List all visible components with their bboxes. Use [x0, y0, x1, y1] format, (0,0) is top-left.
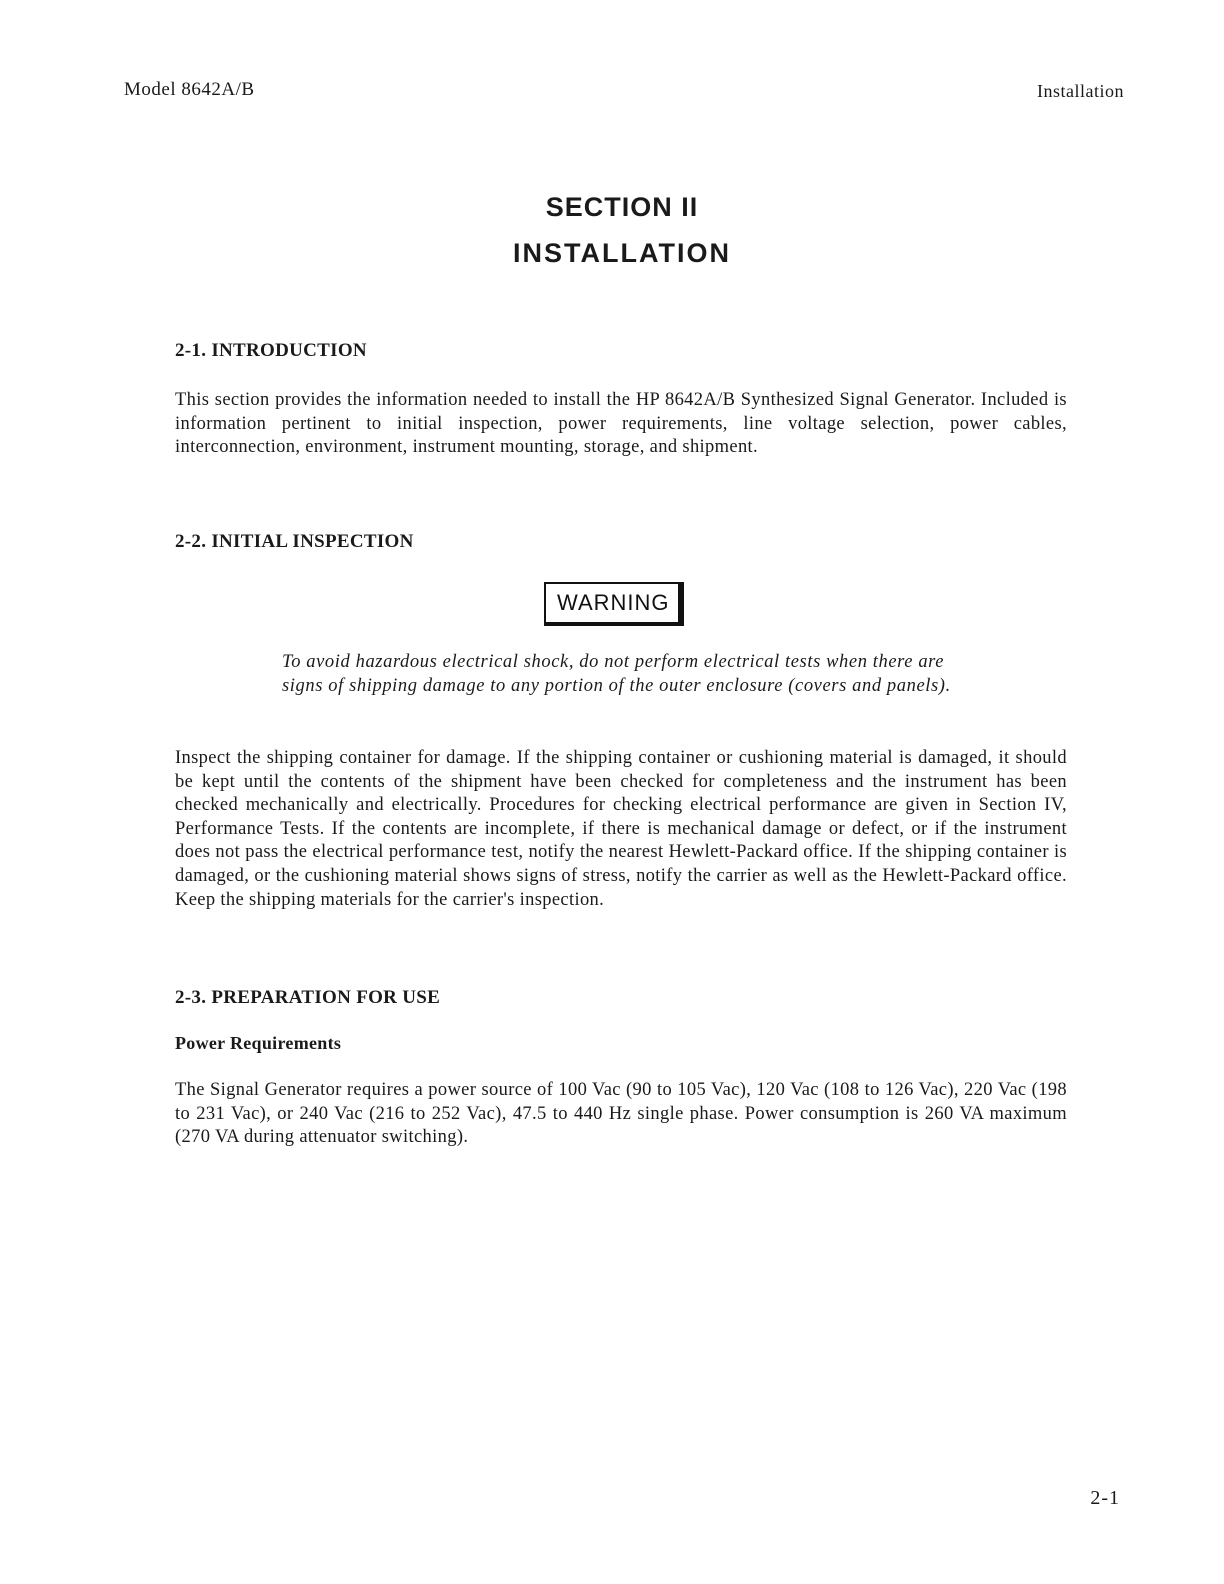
heading-initial-inspection: 2-2. INITIAL INSPECTION	[175, 531, 414, 552]
page-number: 2-1	[1090, 1487, 1120, 1509]
warning-text: To avoid hazardous electrical shock, do not perform electrical tests when there are signs of shipping damage to any portion of the outer enclosure (covers and panels).	[282, 652, 951, 696]
introduction-paragraph: This section provides the information needed to install the HP 8642A/B Synthesized Signal Generator. Included is information pertinent to initial inspection, power requirements, line voltage selection, power cables, interconnection, environment, instrument mounting, storage, and shipment.	[175, 390, 1067, 458]
running-header-model: Model 8642A/B	[124, 79, 255, 100]
heading-introduction: 2-1. INTRODUCTION	[175, 340, 367, 361]
warning-label-box: WARNING	[544, 582, 684, 626]
inspection-paragraph: Inspect the shipping container for damage. If the shipping container or cushioning material is damaged, it should be kept until the contents of the shipment have been checked for completeness and the instrument has been checked mechanically and electrically. Procedures for checking electrical performance are given in Section IV, Performance Tests. If the contents are incomplete, if there is mechanical damage or defect, or if the instrument does not pass the electrical performance test, notify the nearest Hewlett-Packard office. If the shipping container is damaged, or the cushioning material shows signs of stress, notify the carrier as well as the Hewlett-Packard office. Keep the shipping materials for the carrier's inspection.	[175, 748, 1067, 910]
power-requirements-paragraph: The Signal Generator requires a power source of 100 Vac (90 to 105 Vac), 120 Vac (108 to 126 Vac), 220 Vac (198 to 231 Vac), or 240 Vac (216 to 252 Vac), 47.5 to 440 Hz single phase. Power consumption is 260 VA maximum (270 VA during attenuator switching).	[175, 1080, 1067, 1148]
running-header-section: Installation	[1037, 81, 1124, 101]
subheading-power-requirements: Power Requirements	[175, 1033, 342, 1053]
heading-preparation-for-use: 2-3. PREPARATION FOR USE	[175, 987, 441, 1008]
section-number: SECTION II	[545, 192, 699, 222]
section-title: INSTALLATION	[513, 238, 731, 268]
